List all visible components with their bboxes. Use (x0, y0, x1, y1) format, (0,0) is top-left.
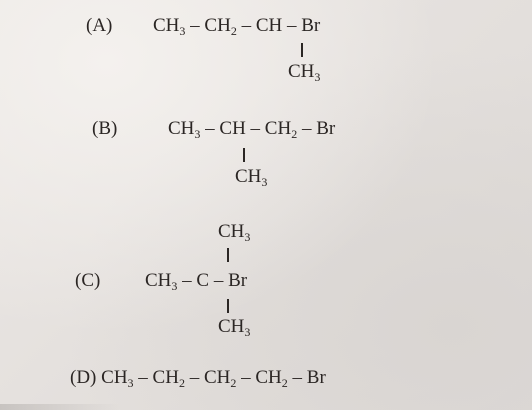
option-a-branch: $CH_3$ (288, 61, 321, 84)
option-b-bond (243, 148, 245, 162)
option-a-label: (A) (86, 15, 113, 36)
option-c-top: $CH_3$ (218, 221, 251, 244)
option-b-label: (B) (92, 118, 118, 139)
option-c-bond-top (227, 248, 229, 262)
option-d-line: (D) $CH_3 - CH_2 - CH_2 - CH_2$ – Br (70, 367, 326, 390)
option-c-bond-bottom (227, 299, 229, 313)
option-a-chain: $CH_3 - CH_2$ – CH – Br (153, 15, 321, 38)
page-edge-shadow (0, 404, 120, 410)
option-c-chain: $CH_3$ – C – Br (145, 270, 248, 293)
option-c-bottom: $CH_3$ (218, 316, 251, 339)
option-c-label: (C) (75, 270, 101, 291)
option-a-bond (301, 43, 303, 57)
option-b-chain: $CH_3$ – CH – $CH_2$ – Br (168, 118, 336, 141)
option-b-branch: $CH_3$ (235, 166, 268, 189)
option-d-label: (D) (70, 367, 97, 388)
